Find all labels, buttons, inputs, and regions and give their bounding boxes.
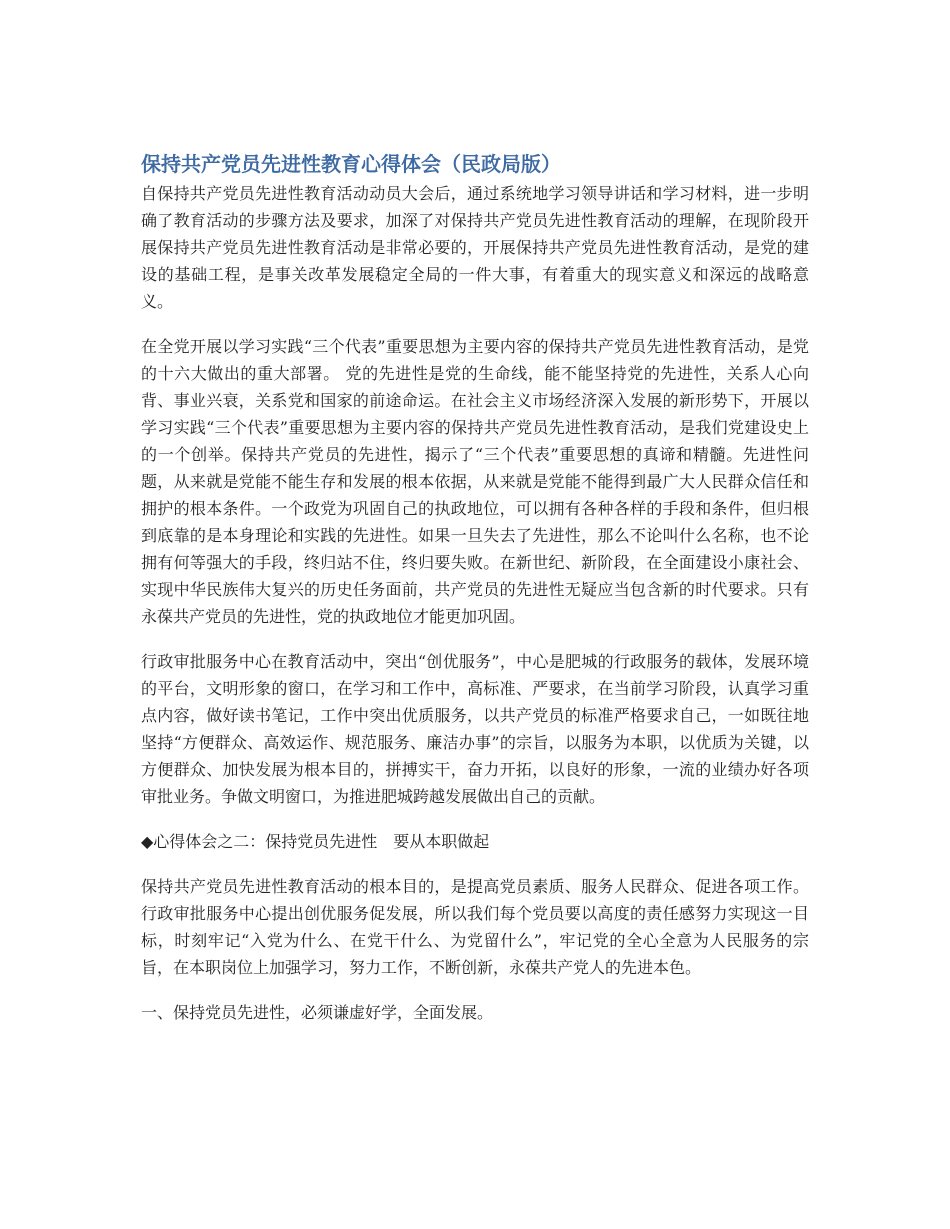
document-page — [141, 150, 809, 1044]
paragraph-fundamental-purpose: 保持共产党员先进性教育活动的根本目的，是提高党员素质、服务人民群众、促进各项工作。行政审批服务中心提出创优服务促发展，所以我们每个党员要以高度的责任感努力实现这一目标，时刻牢记“入党为什么、在党干什么、为党留什么”，牢记党的全心全意为人民服务的宗旨，在本职岗位上加强学习，努力工作，不断创新，永葆共产党人的先进本色。 — [141, 877, 809, 977]
document-title: 保持共产党员先进性教育心得体会（民政局版） — [141, 152, 561, 176]
paragraph-intro: 自保持共产党员先进性教育活动动员大会后，通过系统地学习领导讲话和学习材料，进一步明确了教育活动的步骤方法及要求，加深了对保持共产党员先进性教育活动的理解，在现阶段开展保持共产党员先进性教育活动是非常必要的，开展保持共产党员先进性教育活动，是党的建设的基础工程，是事关改革发展稳定全局的一件大事，有着重大的现实意义和深远的战略意义。 — [141, 184, 809, 311]
paragraph-service-center: 行政审批服务中心在教育活动中，突出“创优服务”，中心是肥城的行政服务的载体，发展环境的平台，文明形象的窗口，在学习和工作中，高标准、严要求，在当前学习阶段，认真学习重点内容，做好读书笔记，工作中突出优质服务，以共产党员的标准严格要求自己，一如既往地坚持“方便群众、高效运作、规范服务、廉洁办事”的宗旨，以服务为本职，以优质为关键，以方便群众、加快发展为根本目的，拼搏实干，奋力开拓，以良好的形象，一流的业绩办好各项审批业务。争做文明窗口，为推进肥城跨越发展做出自己的贡献。 — [141, 652, 809, 806]
section-heading-experience-two: ◆心得体会之二：保持党员先进性 要从本职做起 — [141, 832, 490, 851]
paragraph-three-represents: 在全党开展以学习实践“三个代表”重要思想为主要内容的保持共产党员先进性教育活动，是党的十六大做出的重大部署。 党的先进性是党的生命线，能不能坚持党的先进性，关系人心向背、事业兴衰，关系党和国家的前途命运。在社会主义市场经济深入发展的新形势下，开展以学习实践“三个代表”重要思想为主要内容的保持共产党员先进性教育活动，是我们党建设史上的一个创举。保持共产党员的先进性，揭示了“三个代表”重要思想的真谛和精髓。先进性问题，从来就是党能不能生存和发展的根本依据，从来就是党能不能得到最广大人民群众信任和拥护的根本条件。一个政党为巩固自己的执政地位，可以拥有各种各样的手段和条件，但归根到底靠的是本身理论和实践的先进性。如果一旦失去了先进性，那么不论叫什么名称，也不论拥有何等强大的手段，终归站不住，终归要失败。在新世纪、新阶段，在全面建设小康社会、实现中华民族伟大复兴的历史任务面前，共产党员的先进性无疑应当包含新的时代要求。只有永葆共产党员的先进性，党的执政地位才能更加巩固。 — [141, 337, 809, 626]
paragraph-point-one: 一、保持党员先进性，必须谦虚好学，全面发展。 — [141, 1003, 494, 1022]
